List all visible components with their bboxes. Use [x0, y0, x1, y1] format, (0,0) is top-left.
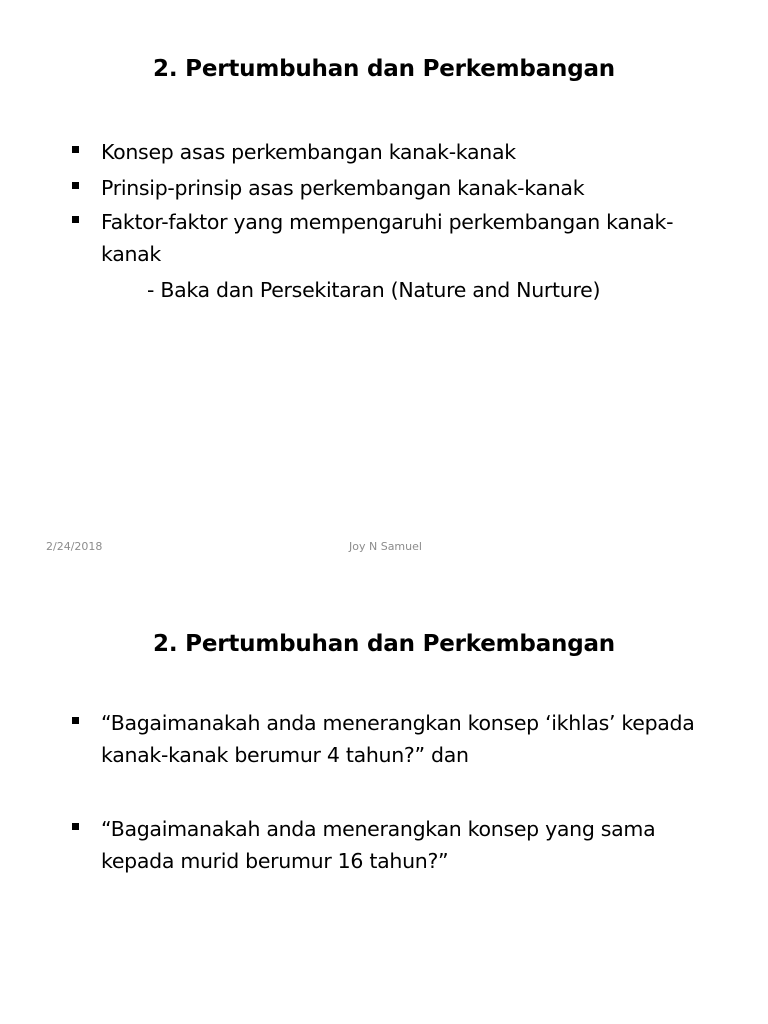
footer-author: Joy N Samuel — [349, 540, 422, 553]
list-item — [0, 206, 768, 270]
square-bullet-icon — [72, 707, 88, 739]
bullet-text: “Bagaimanakah anda menerangkan konsep ‘ikhlas’ kepada kanak-kanak berumur 4 tahun?” dan — [101, 711, 695, 767]
list-item — [0, 707, 768, 771]
sub-item: - Baka dan Persekitaran (Nature and Nurture) — [147, 278, 601, 302]
slide-title: 2. Pertumbuhan dan Perkembangan — [153, 631, 615, 657]
bullet-text: Faktor-faktor yang mempengaruhi perkembangan kanak-kanak — [101, 210, 674, 266]
list-item — [0, 170, 768, 206]
slide-title: 2. Pertumbuhan dan Perkembangan — [153, 56, 615, 82]
square-bullet-icon — [72, 206, 88, 238]
bullet-list — [0, 134, 768, 270]
bullet-list — [0, 707, 768, 877]
bullet-text: Prinsip-prinsip asas perkembangan kanak-kanak — [101, 176, 585, 200]
square-bullet-icon — [72, 170, 88, 206]
bullet-text: “Bagaimanakah anda menerangkan konsep yang sama kepada murid berumur 16 tahun?” — [101, 817, 656, 873]
square-bullet-icon — [72, 134, 88, 170]
footer-date: 2/24/2018 — [46, 540, 103, 553]
list-item — [0, 134, 768, 170]
bullet-text: Konsep asas perkembangan kanak-kanak — [101, 140, 516, 164]
slide-2 — [0, 560, 768, 1024]
square-bullet-icon — [72, 813, 88, 845]
list-item — [0, 813, 768, 877]
